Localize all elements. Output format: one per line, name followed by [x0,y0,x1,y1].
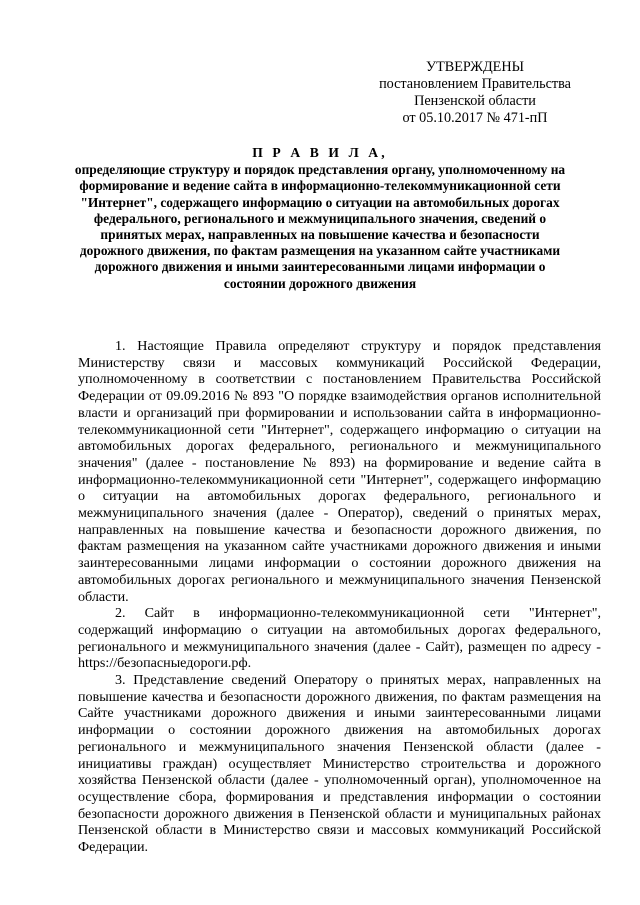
document-body [78,338,601,856]
approval-stamp-block [360,59,590,127]
paragraph-2: 2. Сайт в информационно-телекоммуникационной сети "Интернет", содержащий информацию о ситуации на автомобильных дорогах федерального, регионального и межмуниципального значения (далее - Сайт), размещен по адресу - https://безопасныедороги.рф. [78,605,601,672]
approval-line-2: Пензенской области [414,93,536,109]
approval-heading: УТВЕРЖДЕНЫ [426,59,524,75]
paragraph-1: 1. Настоящие Правила определяют структуру и порядок представления Министерству связи и массовых коммуникаций Российской Федерации, уполномоченному в соответствии с постановлением Правительства Российской Федерации от 09.09.2016 № 893 "О порядке взаимодействия органов исполнительной власти и организаций при формировании и использовании сайта в информационно-телекоммуникационной сети "Интернет", содержащего информацию о ситуации на автомобильных дорогах федерального, регионального и межмуниципального значения" (далее - постановление № 893) на формирование и ведение сайта в информационно-телекоммуникационной сети "Интернет", содержащего информацию о ситуации на автомобильных дорогах федерального, регионального и межмуниципального значения (далее - Оператор), сведений о принятых мерах, направленных на повышение качества и безопасности дорожного движения, по фактам размещения на указанном сайте участниками дорожного движения и иными заинтересованными лицами информации о состоянии дорожного движения на автомобильных дорогах регионального и межмуниципального значения Пензенской области. [78,338,601,605]
approval-line-3: от 05.10.2017 № 471-пП [402,110,548,126]
document-title [70,145,570,292]
paragraph-3: 3. Представление сведений Оператору о принятых мерах, направленных на повышение качества и безопасности дорожного движения, по фактам размещения на Сайте участниками дорожного движения и иными заинтересованными лицами информации о состоянии дорожного движения на автомобильных дорогах регионального и межмуниципального значения Пензенской области (далее - инициативы граждан) осуществляет Министерство строительства и дорожного хозяйства Пензенской области (далее - уполномоченный орган), уполномоченное на осуществление сбора, формирования и представления информации о состоянии безопасности дорожного движения в Пензенской области и муниципальных районах Пензенской области в Министерство связи и массовых коммуникаций Российской Федерации. [78,672,601,856]
approval-line-1: постановлением Правительства [379,76,571,92]
title-subtitle: определяющие структуру и порядок представления органу, уполномоченному на формирование и ведение сайта в информационно-телекоммуникационной сети "Интернет", содержащего информацию о ситуации на автомобильных дорогах федерального, регионального и межмуниципального значения, сведений о принятых мерах, направленных на повышение качества и безопасности дорожного движения, по фактам размещения на указанном сайте участниками дорожного движения и иными заинтересованными лицами информации о состоянии дорожного движения [74,162,566,291]
title-rules-word: П Р А В И Л А, [252,145,388,160]
